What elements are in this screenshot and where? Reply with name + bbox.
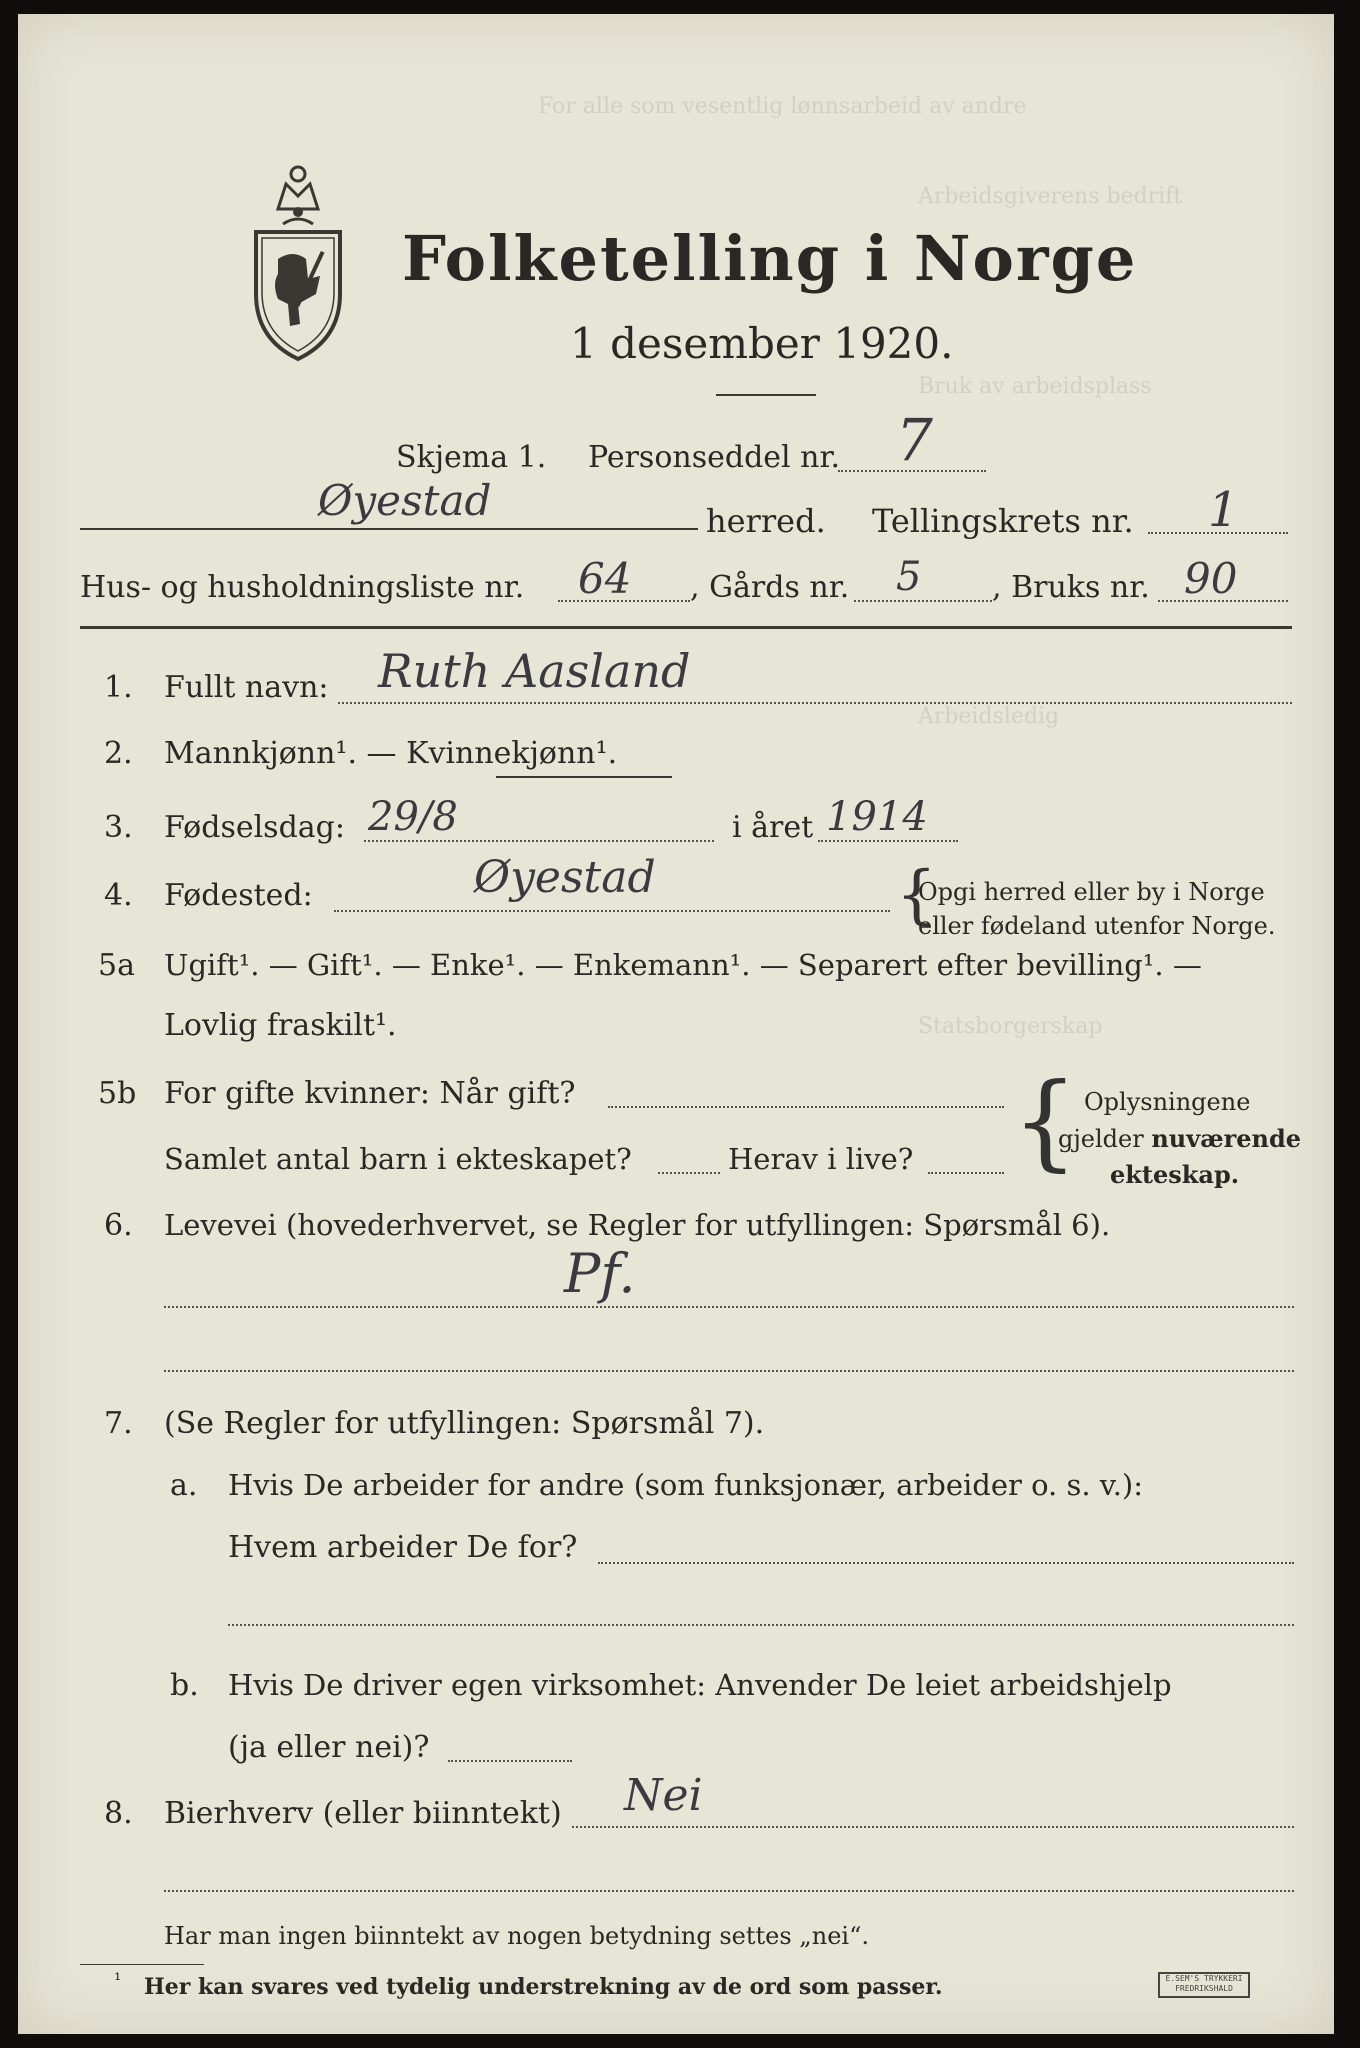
q5b-note-line2 (1058, 1124, 1301, 1153)
q3-number: 3. (104, 810, 133, 845)
personseddel-value[interactable]: 7 (896, 406, 933, 474)
q7b-line2: (ja eller nei)? (228, 1730, 430, 1765)
gards-label: , Gårds nr. (690, 570, 850, 605)
q5b-note-current: nuværende (1151, 1124, 1302, 1153)
q2-sex-options: Mannkjønn¹. — Kvinnekjønn¹. (164, 736, 618, 771)
q5b-note-gjelder: gjelder (1058, 1125, 1152, 1153)
q5a-marital-options-cont: Lovlig fraskilt¹. (164, 1008, 397, 1043)
coat-of-arms-icon (238, 154, 358, 364)
q1-number: 1. (104, 670, 133, 705)
q7-label: (Se Regler for utfyllingen: Spørsmål 7). (164, 1406, 765, 1441)
q5b-note-line1: Oplysningene (1084, 1088, 1251, 1116)
herred-value[interactable]: Øyestad (318, 476, 492, 525)
q8-secondary-income[interactable]: Nei (624, 1770, 703, 1821)
schema-label: Skjema 1. (396, 440, 547, 475)
personseddel-label: Personseddel nr. (588, 440, 841, 475)
q7b-line1: Hvis De driver egen virksomhet: Anvender De leiet arbeidshjelp (228, 1668, 1172, 1702)
q2-underline-kvinnekjonn (496, 776, 672, 778)
tellingskrets-label: Tellingskrets nr. (872, 502, 1134, 540)
q4-birthplace[interactable]: Øyestad (474, 852, 656, 903)
no-income-note: Har man ingen biinntekt av nogen betydning settes „nei“. (164, 1922, 869, 1950)
hus-label: Hus- og husholdningsliste nr. (80, 570, 525, 605)
gards-value[interactable]: 5 (896, 554, 922, 600)
q6-label: Levevei (hovederhvervet, se Regler for utfyllingen: Spørsmål 6). (164, 1208, 1111, 1242)
q8-number: 8. (104, 1796, 133, 1831)
q4-number: 4. (104, 878, 133, 913)
q3-birthday[interactable]: 29/8 (368, 794, 458, 840)
q7-number: 7. (104, 1406, 133, 1441)
q3-birth-year[interactable]: 1914 (826, 794, 928, 840)
hus-value[interactable]: 64 (578, 554, 632, 603)
q7a-line1: Hvis De arbeider for andre (som funksjonær, arbeider o. s. v.): (228, 1468, 1144, 1502)
q1-label: Fullt navn: (164, 670, 329, 705)
q5b-number: 5b (98, 1076, 137, 1111)
bruks-value[interactable]: 90 (1184, 554, 1238, 603)
footnote-marker: ¹ (114, 1970, 122, 1991)
q5b-when-married: For gifte kvinner: Når gift? (164, 1076, 576, 1111)
bruks-label: , Bruks nr. (992, 570, 1150, 605)
form-title: Folketelling i Norge (402, 222, 1138, 295)
census-form: For alle som vesentlig lønnsarbeid av andre Arbeidsgiverens bedrift Bruk av arbeidsplass Arbeidsledig Statsborgerskap Folketelling i Norge 1 desember 1920. Skjema 1. Personseddel nr. 7 Øyestad herred. Tellingskrets nr. 1 Hus- og husholdningsliste nr. 64 , Gårds nr. 5 , Bruks nr. 90 1. Fullt navn: Ruth Aasland 2. Mannkjønn¹. — Kvinnekjønn¹. 3. Fødselsdag: 29/8 i året 1914 4. Fødested: Øyestad { Opgi herred eller by i Norge eller fødeland utenfor Norge. 5a Ugift¹. — Gift¹. — Enke¹. — Enkemann¹. — Separert efter bevilling¹. — Lovlig fraskilt¹. 5b For gifte kvinner: Når gift? Samlet antal barn i ekteskapet? Herav i live? { Oplysningene gjelder nuværende ekteskap. 6. Levevei (hovederhvervet, se Regler for utfyllingen: Spørsmål 6). Pf. 7. (Se Regler for utfyllingen: Spørsmål 7). a. Hvis De arbeider for andre (som funksjonær, arbeider o. s. v.): Hvem arbeider De for? b. Hvis De driver egen virksomhet: Anvender De leiet arbeidshjelp (ja eller nei)? 8. Bierhverv (eller biinntekt) Nei Har man ingen biinntekt av nogen betydning settes „nei“. ¹ Her kan svares ved tydelig understrekning av de ord som passer. E.SEM'S TRYKKERI FREDRIKSHALD (18, 14, 1334, 2034)
herred-label: herred. (706, 502, 826, 540)
q1-full-name[interactable]: Ruth Aasland (378, 644, 691, 698)
q6-occupation[interactable]: Pf. (564, 1242, 636, 1305)
q6-number: 6. (104, 1208, 133, 1243)
q5b-alive-label: Herav i live? (728, 1142, 914, 1176)
q3-year-label: i året (732, 810, 814, 845)
q4-label: Fødested: (164, 878, 313, 913)
tellingskrets-value[interactable]: 1 (1208, 482, 1239, 538)
q7a-line2: Hvem arbeider De for? (228, 1530, 578, 1565)
q2-number: 2. (104, 736, 133, 771)
q5a-number: 5a (98, 948, 135, 983)
q4-note-line1: Opgi herred eller by i Norge (918, 878, 1265, 906)
census-date: 1 desember 1920. (570, 319, 954, 368)
q3-label: Fødselsdag: (164, 810, 345, 845)
printer-mark: E.SEM'S TRYKKERI FREDRIKSHALD (1158, 1972, 1250, 1998)
q5a-marital-options: Ugift¹. — Gift¹. — Enke¹. — Enkemann¹. — Separert efter bevilling¹. — (164, 948, 1202, 982)
q7b-letter: b. (170, 1668, 199, 1703)
q8-label: Bierhverv (eller biinntekt) (164, 1796, 562, 1831)
footnote: Her kan svares ved tydelig understrekning av de ord som passer. (144, 1974, 943, 2000)
q7a-letter: a. (170, 1468, 198, 1503)
q5b-note-line3: ekteskap. (1110, 1160, 1240, 1189)
q5b-children-label: Samlet antal barn i ekteskapet? (164, 1142, 632, 1176)
q4-note-line2: eller fødeland utenfor Norge. (918, 912, 1276, 940)
